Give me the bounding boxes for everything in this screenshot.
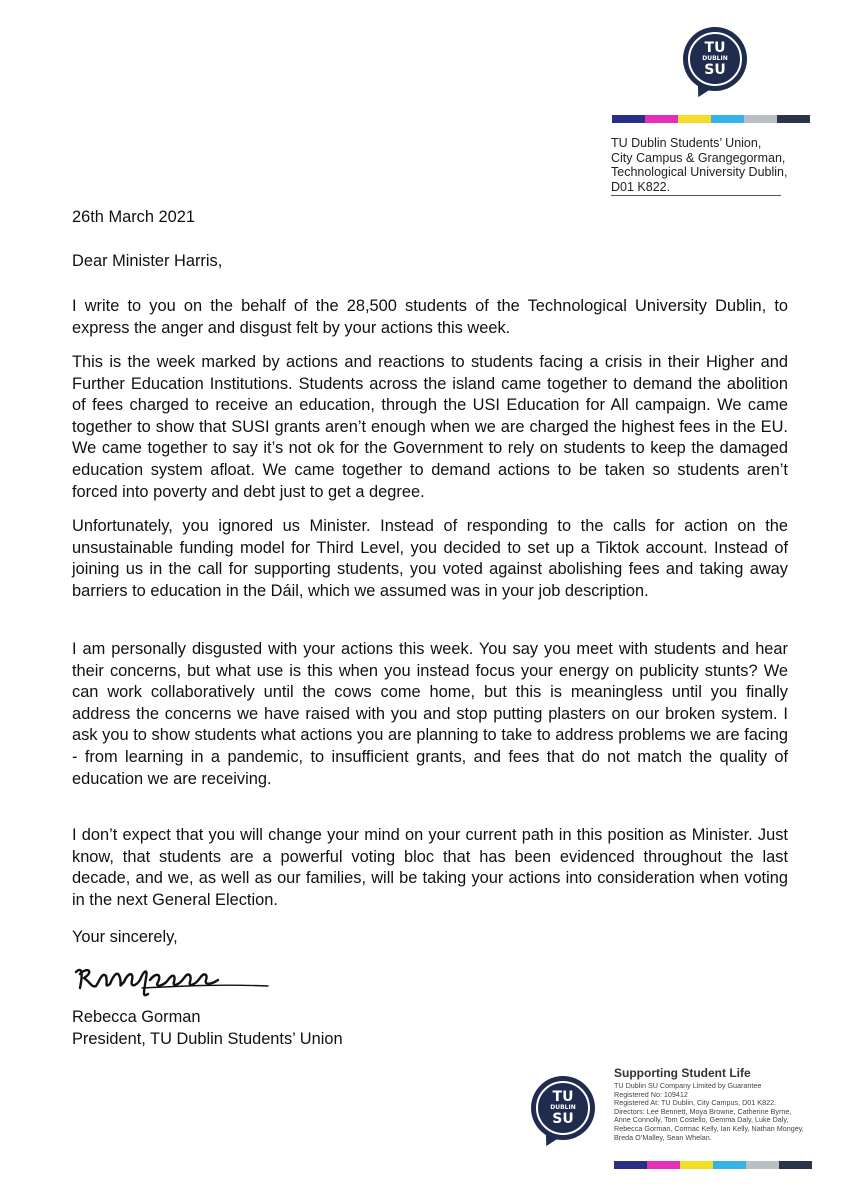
stripe-dark: [777, 115, 810, 123]
address-divider: [611, 195, 781, 196]
stripe-cyan: [711, 115, 744, 123]
footer-line: Registered No: 109412: [614, 1089, 688, 1099]
logo-text-tu: TU: [704, 40, 726, 56]
logo-text-dublin: DUBLIN: [702, 55, 728, 62]
stripe-dark: [779, 1161, 812, 1169]
stripe-grey: [744, 115, 777, 123]
footer-color-stripes: [614, 1161, 812, 1169]
stripe-magenta: [647, 1161, 680, 1169]
letter-paragraph: [72, 296, 788, 339]
stripe-cyan: [713, 1161, 746, 1169]
address-line: TU Dublin Students’ Union,: [611, 136, 762, 150]
address-line: D01 K822.: [611, 179, 671, 194]
paragraph-text: This is the week marked by actions and reactions to students facing a crisis in their Higher and Further Education Institutions. Students across the island came together to demand the abolition of fees charged to receive an education, through the USI Education for All campaign. We came together to show that SUSI grants aren’t enough when we are charged the highest fees in the EU. We came together to say it’s not ok for the Government to rely on students to keep the damaged education system afloat. We came together to demand actions to be taken so students aren’t forced into poverty and debt just to get a degree.: [72, 353, 788, 501]
stripe-magenta: [645, 115, 678, 123]
logo-text-tu: TU: [552, 1089, 574, 1105]
header-logo: [683, 27, 747, 91]
footer-tagline: Supporting Student Life: [614, 1066, 751, 1080]
footer-line: Directors: Lee Bennett, Moya Browne, Catherine Byrne,: [614, 1106, 792, 1116]
stripe-grey: [746, 1161, 779, 1169]
letter-paragraph: [72, 639, 788, 790]
stripe-yellow: [678, 115, 711, 123]
letter-date: 26th March 2021: [72, 208, 196, 226]
footer-line: Breda O’Malley, Sean Whelan.: [614, 1132, 712, 1142]
sender-address: [611, 136, 788, 194]
logo-text-dublin: DUBLIN: [550, 1104, 576, 1111]
footer-line: Anne Connolly, Tom Costello, Gemma Daly, Luke Daly,: [614, 1115, 789, 1125]
letter-salutation: Dear Minister Harris,: [72, 252, 223, 270]
footer-line: TU Dublin SU Company Limited by Guarantee: [614, 1081, 762, 1090]
letter-closing: Your sincerely,: [72, 928, 178, 946]
stripe-blue: [614, 1161, 647, 1169]
footer-line: Registered At: TU Dublin, City Campus, D01 K822.: [614, 1098, 777, 1108]
signatory-title: President, TU Dublin Students’ Union: [72, 1030, 343, 1048]
paragraph-text: I write to you on the behalf of the 28,500 students of the Technological University Dublin, to express the anger and disgust felt by your actions this week.: [72, 297, 788, 337]
signatory-name: Rebecca Gorman: [72, 1008, 201, 1026]
footer-company-info: [614, 1081, 804, 1142]
letter-paragraph: [72, 352, 788, 503]
logo-text-su: SU: [704, 62, 726, 78]
logo-text-su: SU: [552, 1111, 574, 1127]
stripe-blue: [612, 115, 645, 123]
paragraph-text: I don’t expect that you will change your mind on your current path in this position as Minister. Just know, that students are a powerful voting bloc that has been evidenced throughout the last decade, and we, as well as our families, will be taking your actions into consideration when voting in the next General Election.: [72, 826, 788, 909]
letter-paragraph: [72, 516, 788, 602]
stripe-yellow: [680, 1161, 713, 1169]
footer-line: Rebecca Gorman, Cormac Kelly, Ian Kelly, Nathan Mongey,: [614, 1123, 804, 1133]
address-line: City Campus & Grangegorman,: [611, 150, 786, 165]
paragraph-text: I am personally disgusted with your actions this week. You say you meet with students and hear their concerns, but what use is this when you instead focus your energy on publicity stunts? We can work collaboratively until the cows come home, but this is meaningless until you finally address the concerns we have raised with you and stop putting plasters on our broken system. I ask you to show students what actions you are planning to take to address problems we are facing - from learning in a pandemic, to insufficient grants, and fees that do not match the quality of education we are receiving.: [72, 640, 788, 788]
address-line: Technological University Dublin,: [611, 165, 788, 179]
header-color-stripes: [612, 115, 810, 123]
footer-logo: [531, 1076, 595, 1140]
handwritten-signature: [72, 958, 272, 998]
paragraph-text: Unfortunately, you ignored us Minister. Instead of responding to the calls for action on the unsustainable funding model for Third Level, you decided to set up a Tiktok account. Instead of joining us in the call for supporting students, you voted against abolishing fees and taking away barriers to education in the Dáil, which we assumed was in your job description.: [72, 517, 788, 600]
letter-paragraph: [72, 825, 788, 911]
